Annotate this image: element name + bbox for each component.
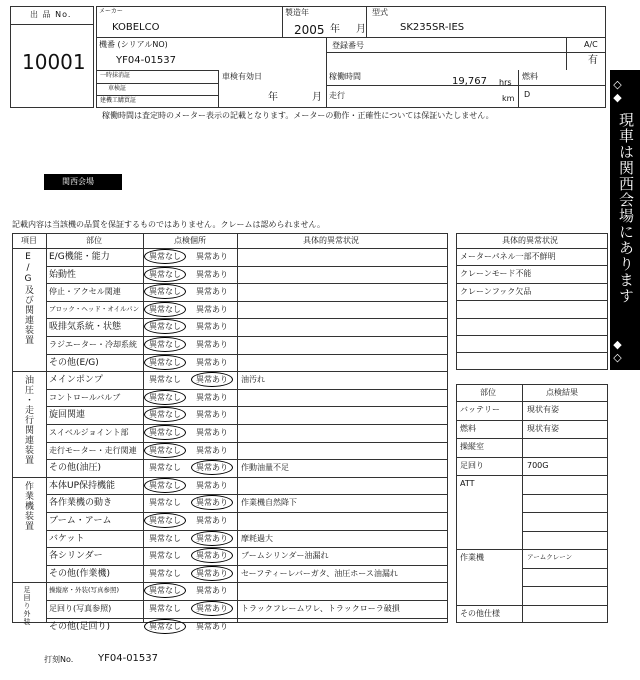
col-check: 点検個所 (174, 236, 206, 245)
check-circle-mark (144, 513, 186, 528)
row-part: バケット (49, 533, 85, 544)
check-circle-mark (191, 601, 233, 616)
col-detail: 具体的異常状況 (303, 236, 359, 245)
abnormal-option: 異常あり (196, 568, 228, 578)
abnormal-option: 異常あり (196, 551, 228, 561)
abnormal-option: 異常あり (196, 252, 228, 261)
ac-label: A/C (584, 40, 598, 49)
check-result: 700G (527, 460, 549, 470)
stamp-value: YF04-01537 (98, 653, 159, 664)
disclaimer: 記載内容は当該機の品質を保証するものではありません。クレームは認められません。 (12, 220, 325, 229)
check-result: 現状有姿 (527, 405, 559, 414)
row-part: 走行モーター・走行関連 (49, 445, 137, 455)
normal-option: 異常なし (149, 445, 181, 455)
hours-unit: hrs (499, 78, 512, 87)
check-circle-mark (144, 249, 186, 264)
serial-value: YF04-01537 (116, 55, 177, 66)
normal-option: 異常なし (149, 392, 181, 402)
check-result: アームクレーン (527, 553, 573, 561)
group-label: 油圧・走行関連装置 (23, 375, 33, 466)
normal-option: 異常なし (149, 252, 181, 261)
check-part: 作業機 (460, 553, 484, 562)
row-part: E/G機能・能力 (49, 252, 110, 262)
row-part: スイベルジョイント部 (49, 428, 129, 437)
row-part: 旋回関連 (49, 410, 86, 421)
abnormal-option: 異常あり (196, 516, 228, 525)
abnormal-option: 異常あり (196, 269, 228, 279)
abnormal-option: 異常あり (196, 322, 228, 332)
row-part: ブロック・ヘッド・オイルパン (49, 304, 140, 313)
abnormal-option: 異常あり (196, 392, 228, 402)
normal-option: 異常なし (149, 428, 181, 437)
fuel-value: D (524, 90, 531, 99)
row-part: 始動性 (49, 269, 77, 280)
check-circle-mark (144, 478, 186, 493)
row-part: ラジエーター・冷却系統 (49, 340, 137, 349)
row-part: 停止・アクセル関連 (49, 287, 121, 297)
group-label: 足回り外装 (23, 586, 31, 627)
col-part: 部位 (86, 236, 102, 245)
normal-option: 異常なし (149, 269, 181, 279)
hours-note: 稼働時間は査定時のメーター表示の記載となります。メーターの動作・正確性については保証いたしません。 (102, 111, 494, 120)
ac-value: 有 (588, 55, 598, 66)
row-part: 足回り(写真参照) (49, 604, 112, 613)
check-circle-mark (144, 390, 186, 405)
check-part: その他仕様 (460, 608, 500, 618)
check-circle-mark (144, 425, 186, 440)
normal-option: 異常なし (149, 604, 181, 613)
normal-option: 異常なし (149, 410, 181, 420)
stamp-label: 打刻No. (44, 655, 74, 664)
lot-label: 出 品 No. (30, 10, 72, 19)
check-circle-mark (144, 619, 186, 634)
normal-option: 異常なし (149, 375, 181, 385)
normal-option: 異常なし (149, 463, 181, 473)
row-detail: トラックフレームワレ、トラックローラ破損 (241, 604, 400, 613)
doc-temp-cancel: 一時抹消証 (100, 72, 131, 79)
row-part: メインポンプ (49, 375, 103, 386)
normal-option: 異常なし (149, 621, 181, 631)
side-mark-bottom: ◆◇ (611, 338, 624, 364)
row-part: 各作業機の動き (49, 498, 113, 509)
normal-option: 異常なし (149, 586, 181, 596)
model-label: 型式 (372, 8, 388, 17)
row-part: 操縦席・外装(写真参照) (49, 586, 120, 595)
check-part: バッテリー (460, 405, 500, 414)
abnormal-option: 異常あり (196, 463, 228, 473)
side-notice-text: 現車は関西会場にあります (617, 112, 635, 304)
side-mark-top: ◇◆ (611, 78, 624, 104)
check-result: 現状有姿 (527, 423, 559, 433)
detail-row: クレーンフック欠品 (460, 286, 532, 296)
right-detail-header: 具体的異常状況 (502, 236, 558, 245)
normal-option: 異常なし (149, 568, 181, 578)
abnormal-option: 異常あり (196, 533, 228, 543)
check-circle-mark (144, 337, 186, 352)
check-circle-mark (144, 355, 186, 370)
abnormal-option: 異常あり (196, 357, 228, 367)
abnormal-option: 異常あり (196, 604, 228, 613)
row-part: その他(足回り) (49, 621, 111, 632)
abnormal-option: 異常あり (196, 480, 228, 490)
model-value: SK235SR-IES (400, 22, 465, 33)
abnormal-option: 異常あり (196, 445, 228, 455)
row-part: その他(作業機) (49, 568, 111, 579)
normal-option: 異常なし (149, 551, 181, 561)
normal-option: 異常なし (149, 357, 181, 367)
insp-month-unit: 月 (312, 92, 322, 103)
check-part: 操縦室 (460, 442, 484, 451)
check-part: ATT (460, 479, 475, 488)
inspection-label: 車検有効日 (222, 72, 262, 81)
serial-label: 機番 (シリアルNO) (99, 40, 168, 49)
abnormal-option: 異常あり (196, 586, 228, 596)
row-part: コントロールバルブ (49, 392, 121, 402)
normal-option: 異常なし (149, 498, 181, 508)
doc-inspection: 車検証 (108, 85, 127, 92)
row-detail: 作業機自然降下 (241, 498, 297, 508)
check-circle-mark (144, 443, 186, 458)
normal-option: 異常なし (149, 322, 181, 332)
lot-number: 10001 (22, 50, 86, 74)
year-label: 製造年 (285, 8, 309, 17)
abnormal-option: 異常あり (196, 375, 228, 385)
right-col-result: 点検結果 (546, 388, 578, 397)
detail-row: メーターパネル一部不鮮明 (460, 252, 556, 261)
group-label: E/G及び関連装置 (23, 252, 33, 345)
row-detail: 油汚れ (241, 375, 265, 385)
km-unit: km (502, 94, 515, 103)
hours-value: 19,767 (452, 76, 487, 87)
normal-option: 異常なし (149, 340, 181, 349)
detail-row: クレーンモード不能 (460, 269, 532, 279)
abnormal-option: 異常あり (196, 304, 228, 314)
check-part: 燃料 (460, 423, 476, 433)
normal-option: 異常なし (149, 480, 181, 490)
row-detail: 摩耗過大 (241, 533, 273, 543)
row-part: ブーム・アーム (49, 516, 112, 526)
month-unit: 月 (356, 24, 366, 35)
venue-label: 関西会場 (62, 177, 94, 186)
abnormal-option: 異常あり (196, 410, 228, 420)
abnormal-option: 異常あり (196, 498, 228, 508)
abnormal-option: 異常あり (196, 428, 228, 437)
row-part: 吸排気系統・状態 (49, 322, 122, 333)
travel-label: 走行 (329, 91, 345, 100)
side-notice (610, 70, 640, 370)
hours-label: 稼働時間 (329, 72, 361, 81)
check-circle-mark (191, 566, 233, 581)
year-unit: 年 (330, 24, 340, 35)
insp-year-unit: 年 (268, 92, 278, 103)
doc-purchase: 建機工購買証 (100, 97, 137, 104)
normal-option: 異常なし (149, 304, 181, 314)
check-circle-mark (144, 267, 186, 282)
fuel-label: 燃料 (522, 72, 538, 81)
right-col-part: 部位 (480, 388, 496, 397)
check-circle-mark (191, 531, 233, 546)
maker-value: KOBELCO (112, 22, 160, 33)
normal-option: 異常なし (149, 533, 181, 543)
check-part: 足回り (460, 460, 484, 470)
abnormal-option: 異常あり (196, 340, 228, 349)
normal-option: 異常なし (149, 516, 181, 525)
year-value: 2005 (294, 23, 325, 37)
row-detail: セーフティーレバーガタ、油圧ホース油漏れ (241, 568, 398, 578)
col-item: 項目 (21, 236, 37, 245)
check-circle-mark (144, 302, 186, 317)
group-label: 作業機装置 (23, 480, 33, 531)
maker-label: メーカー (99, 8, 123, 15)
row-detail: 作動油量不足 (241, 463, 289, 473)
row-part: 各シリンダー (49, 551, 103, 562)
row-part: その他(E/G) (49, 357, 99, 368)
abnormal-option: 異常あり (196, 287, 228, 297)
normal-option: 異常なし (149, 287, 181, 297)
reg-label: 登録番号 (332, 41, 364, 50)
row-detail: ブームシリンダー油漏れ (241, 551, 329, 561)
row-part: その他(油圧) (49, 463, 102, 474)
abnormal-option: 異常あり (196, 621, 228, 631)
row-part: 本体UP保持機能 (49, 480, 116, 491)
